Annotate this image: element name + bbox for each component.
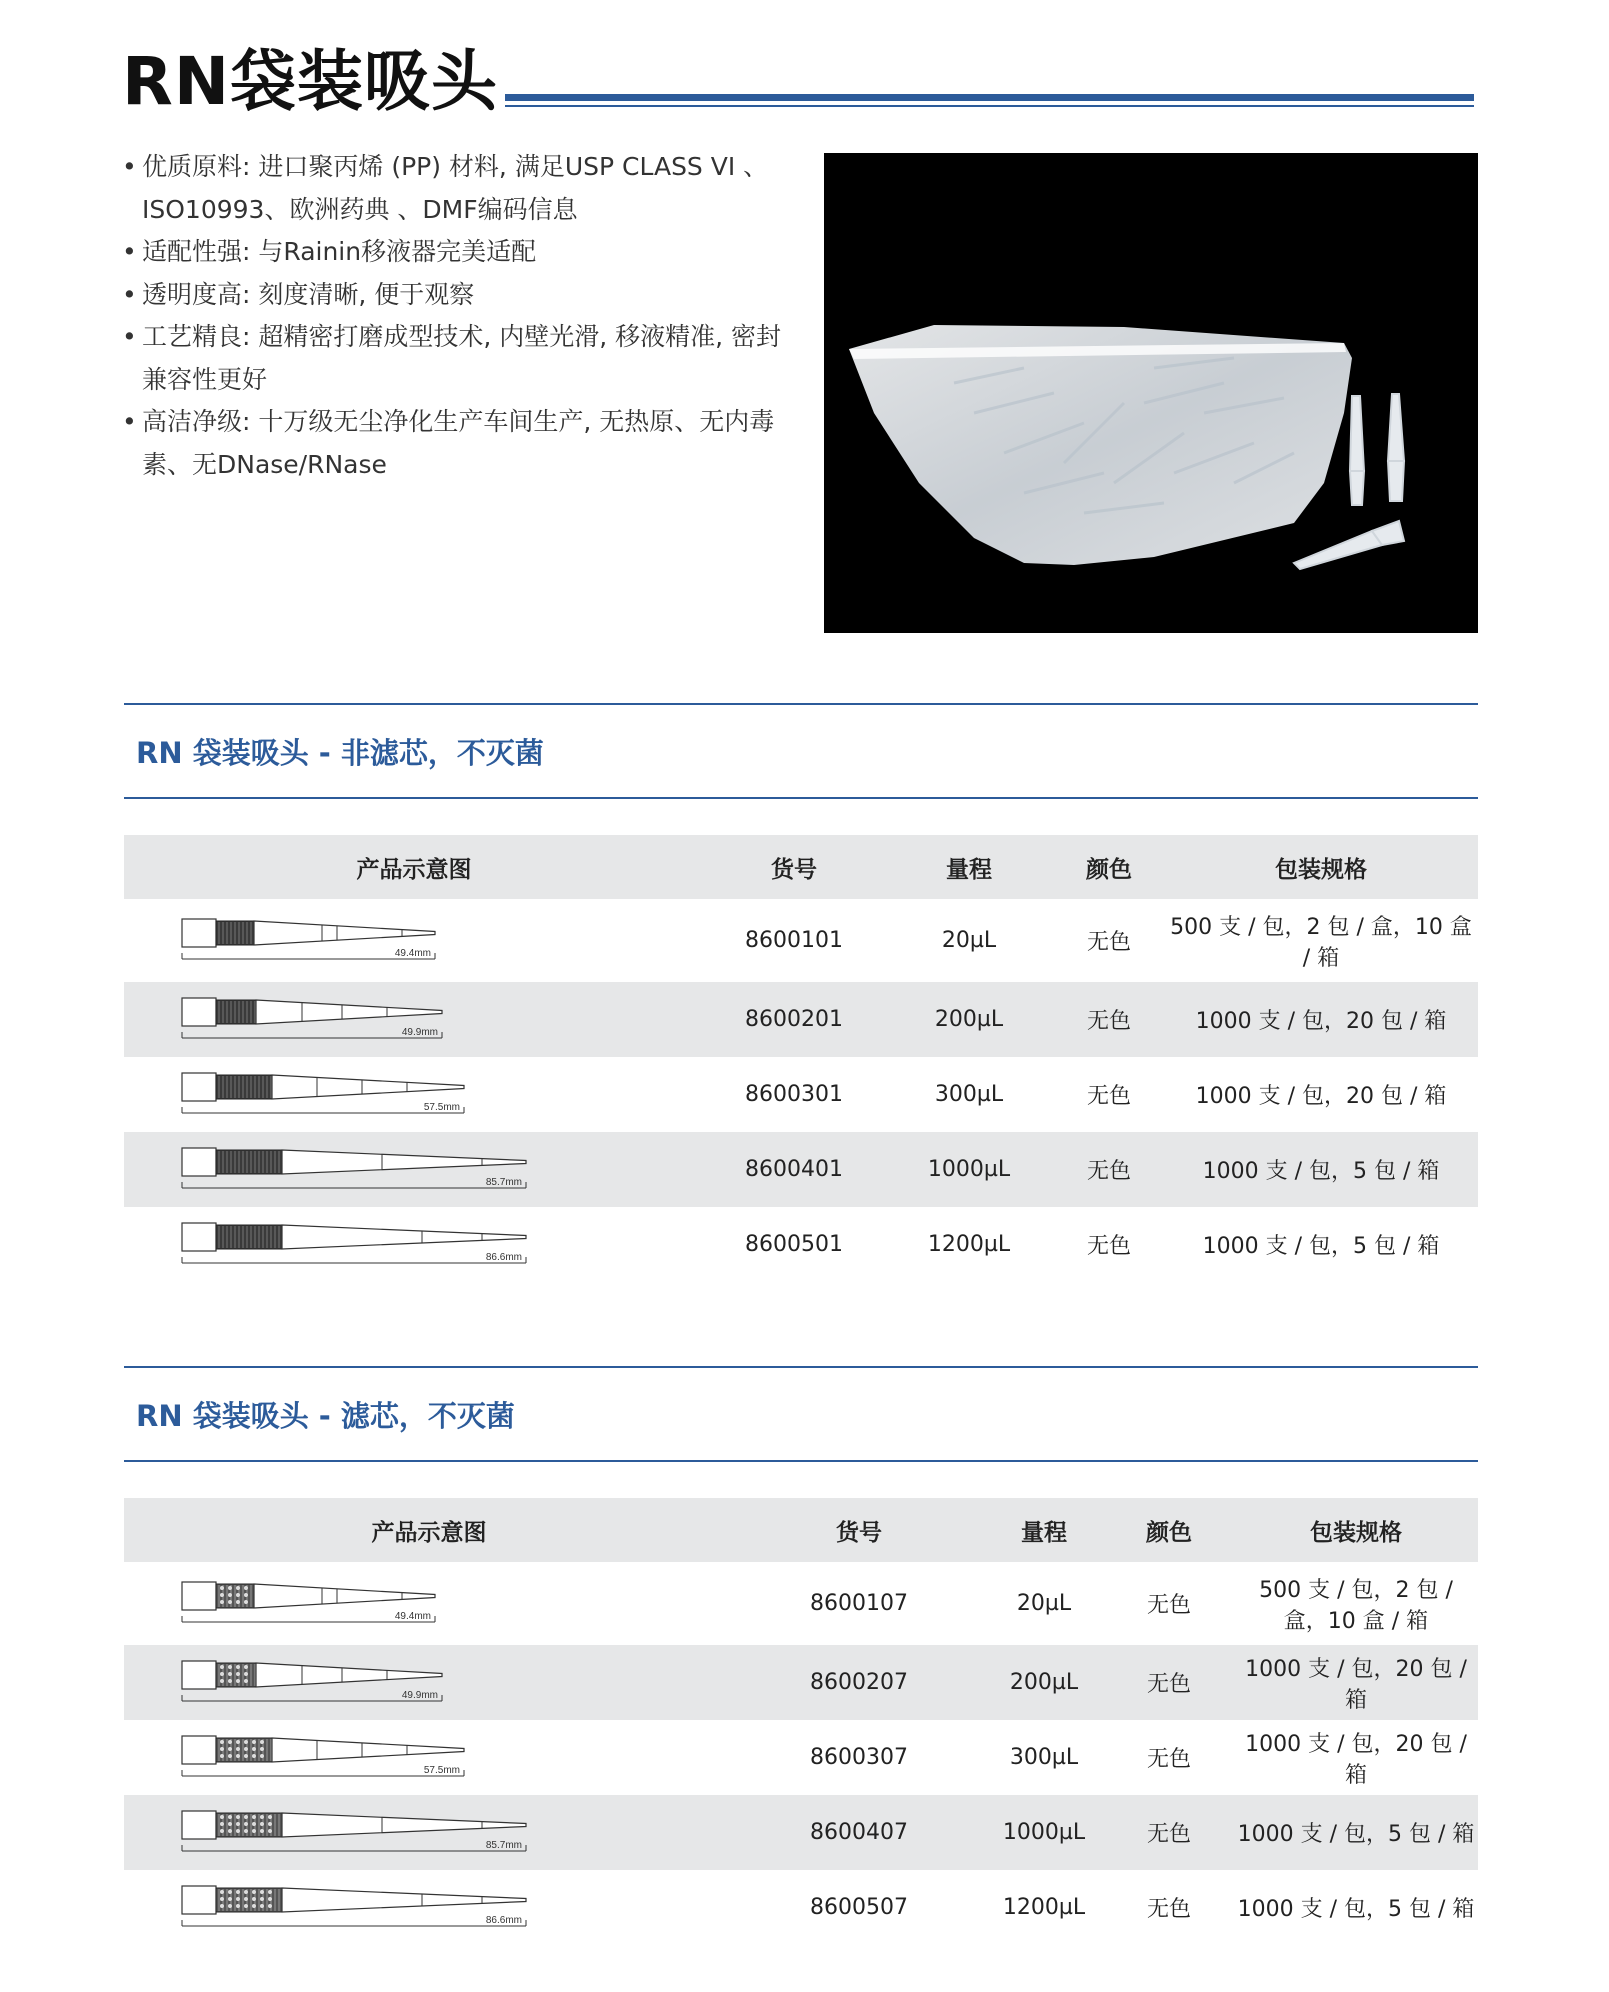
- col-header-volume: 量程: [984, 1498, 1104, 1562]
- spec-table: [124, 1498, 1478, 1945]
- packing-cell: 1000 支 / 包，5 包 / 箱: [1234, 1795, 1478, 1870]
- packing-cell: 1000 支 / 包，20 包 / 箱: [1195, 1084, 1447, 1109]
- pipette-tip-diagram: [124, 1878, 544, 1938]
- packing-cell: 500 支 / 包，2 包 / 盒，10 盒 / 箱: [1259, 1577, 1453, 1634]
- pipette-tip-diagram: [124, 1574, 544, 1634]
- packing-cell: 1000 支 / 包，20 包 / 箱: [1234, 1645, 1478, 1720]
- table-row: [124, 1645, 1478, 1720]
- table-header-row: [124, 835, 1478, 899]
- sku-cell: 8600507: [810, 1895, 908, 1920]
- volume-cell: 300µL: [1009, 1745, 1079, 1770]
- table-row: [124, 1720, 1478, 1795]
- sku-cell: 8600207: [734, 1645, 984, 1720]
- col-header-diagram: 产品示意图: [124, 835, 704, 899]
- length-label: 86.6mm: [485, 1914, 522, 1926]
- length-label: 57.5mm: [423, 1764, 460, 1776]
- section-header: [124, 1366, 1478, 1462]
- volume-cell: 20µL: [1016, 1591, 1072, 1616]
- sku-cell: 8600307: [810, 1745, 908, 1770]
- col-header-color: 颜色: [1104, 1498, 1234, 1562]
- length-label: 49.9mm: [401, 1689, 438, 1701]
- col-header-packing: 包装规格: [1164, 835, 1478, 899]
- packing-cell: 1000 支 / 包，5 包 / 箱: [1237, 1897, 1475, 1922]
- table-row: [124, 1562, 1478, 1645]
- volume-cell: 1000µL: [884, 1132, 1054, 1207]
- volume-cell: 200µL: [984, 1645, 1104, 1720]
- sku-cell: 8600201: [704, 982, 884, 1057]
- table-row: [124, 1870, 1478, 1945]
- spec-table: [124, 835, 1478, 1282]
- volume-cell: 1200µL: [927, 1232, 1011, 1257]
- col-header-volume: 量程: [884, 835, 1054, 899]
- length-label: 49.4mm: [394, 947, 431, 959]
- col-header-diagram: 产品示意图: [124, 1498, 734, 1562]
- tip-bag-illustration: [824, 153, 1478, 633]
- color-cell: 无色: [1104, 1795, 1234, 1870]
- sku-cell: 8600101: [745, 928, 843, 953]
- feature-item: • 适配性强: 与Rainin移液器完美适配: [122, 231, 802, 274]
- sku-cell: 8600407: [734, 1795, 984, 1870]
- pipette-tip-diagram: [124, 1653, 544, 1713]
- table-row: [124, 1132, 1478, 1207]
- table-row: [124, 1795, 1478, 1870]
- sku-cell: 8600107: [810, 1591, 908, 1616]
- color-cell: 无色: [1086, 1084, 1131, 1109]
- pipette-tip-diagram: [124, 1065, 544, 1125]
- length-label: 49.9mm: [401, 1026, 438, 1038]
- pipette-tip-diagram: [124, 1728, 544, 1788]
- table-row: [124, 1207, 1478, 1282]
- packing-cell: 1000 支 / 包，20 包 / 箱: [1164, 982, 1478, 1057]
- pipette-tip-diagram: [124, 1803, 544, 1863]
- sku-cell: 8600301: [745, 1082, 843, 1107]
- pipette-tip-diagram: [124, 990, 544, 1050]
- col-header-sku: 货号: [734, 1498, 984, 1562]
- packing-cell: 500 支 / 包，2 包 / 盒，10 盒 / 箱: [1170, 914, 1472, 971]
- col-header-sku: 货号: [704, 835, 884, 899]
- table-row: [124, 899, 1478, 982]
- volume-cell: 200µL: [884, 982, 1054, 1057]
- feature-list: [122, 146, 802, 486]
- diagram-cell: [124, 1562, 734, 1645]
- sku-cell: 8600501: [745, 1232, 843, 1257]
- title-rule: [505, 94, 1474, 101]
- feature-item: • 高洁净级: 十万级无尘净化生产车间生产, 无热原、无内毒素、无DNase/RNase: [122, 401, 802, 486]
- diagram-cell: [124, 1720, 734, 1795]
- col-header-packing: 包装规格: [1234, 1498, 1478, 1562]
- length-label: 86.6mm: [485, 1251, 522, 1263]
- pipette-tip-diagram: [124, 1140, 544, 1200]
- diagram-cell: [124, 1057, 704, 1132]
- title-block: [122, 28, 1474, 120]
- pipette-tip-diagram: [124, 1215, 544, 1275]
- volume-cell: 1000µL: [984, 1795, 1104, 1870]
- length-label: 49.4mm: [394, 1610, 431, 1622]
- color-cell: 无色: [1054, 982, 1164, 1057]
- color-cell: 无色: [1086, 1234, 1131, 1259]
- table-header-row: [124, 1498, 1478, 1562]
- table-row: [124, 982, 1478, 1057]
- packing-cell: 1000 支 / 包，20 包 / 箱: [1245, 1731, 1467, 1788]
- section-header: [124, 703, 1478, 799]
- page-title: RN袋装吸头: [122, 43, 499, 120]
- color-cell: 无色: [1146, 1897, 1191, 1922]
- packing-cell: 1000 支 / 包，5 包 / 箱: [1202, 1234, 1440, 1259]
- diagram-cell: [124, 1207, 704, 1282]
- length-label: 85.7mm: [485, 1176, 522, 1188]
- diagram-cell: [124, 1645, 734, 1720]
- color-cell: 无色: [1146, 1747, 1191, 1772]
- feature-item: • 优质原料: 进口聚丙烯 (PP) 材料, 满足USP CLASS VI 、ISO10993、欧洲药典 、DMF编码信息: [122, 146, 802, 231]
- feature-item: • 工艺精良: 超精密打磨成型技术, 内壁光滑, 移液精准, 密封兼容性更好: [122, 316, 802, 401]
- color-cell: 无色: [1086, 930, 1131, 955]
- length-label: 85.7mm: [485, 1839, 522, 1851]
- length-label: 57.5mm: [423, 1101, 460, 1113]
- color-cell: 无色: [1146, 1593, 1191, 1618]
- section-title: RN 袋装吸头 - 滤芯，不灭菌: [136, 1399, 515, 1433]
- diagram-cell: [124, 982, 704, 1057]
- pipette-tip-diagram: [124, 911, 544, 971]
- section-non-filter: [124, 703, 1478, 1263]
- volume-cell: 20µL: [941, 928, 997, 953]
- col-header-color: 颜色: [1054, 835, 1164, 899]
- packing-cell: 1000 支 / 包，5 包 / 箱: [1164, 1132, 1478, 1207]
- diagram-cell: [124, 899, 704, 982]
- diagram-cell: [124, 1795, 734, 1870]
- table-row: [124, 1057, 1478, 1132]
- diagram-cell: [124, 1132, 704, 1207]
- volume-cell: 300µL: [934, 1082, 1004, 1107]
- diagram-cell: [124, 1870, 734, 1945]
- product-photo: [824, 153, 1478, 633]
- sku-cell: 8600401: [704, 1132, 884, 1207]
- title-rule-thin: [505, 105, 1474, 107]
- section-title: RN 袋装吸头 - 非滤芯，不灭菌: [136, 736, 544, 770]
- feature-item: • 透明度高: 刻度清晰, 便于观察: [122, 274, 802, 317]
- color-cell: 无色: [1054, 1132, 1164, 1207]
- volume-cell: 1200µL: [1002, 1895, 1086, 1920]
- color-cell: 无色: [1104, 1645, 1234, 1720]
- section-filter: [124, 1366, 1478, 1926]
